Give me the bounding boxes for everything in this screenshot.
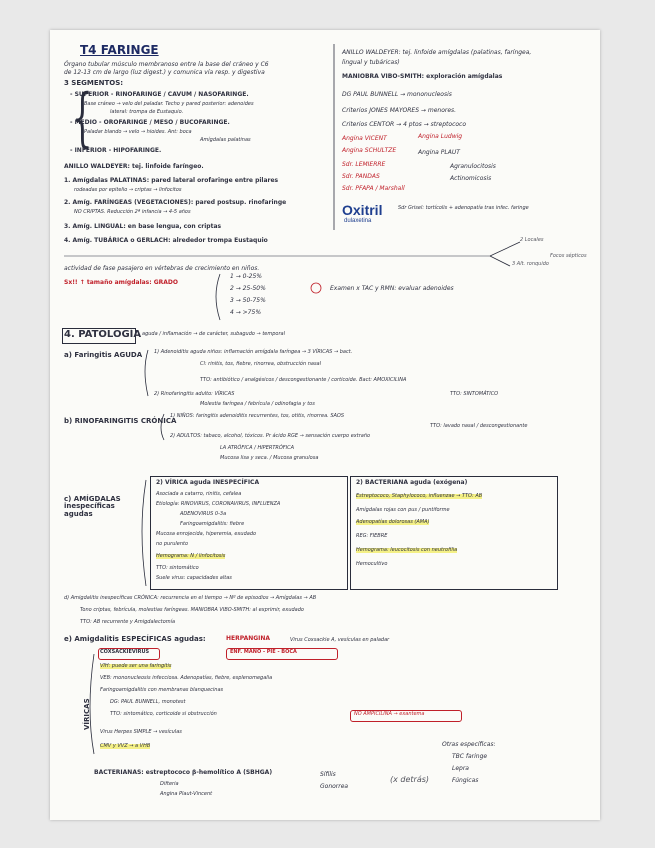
note-line: 4. Amíg. TUBÁRICA o GERLACH: alrededor trompa Eustaquio xyxy=(64,237,268,244)
note-line: (x detrás) xyxy=(390,775,430,784)
note-line: Angina Plaut-Vincent xyxy=(160,791,213,797)
note-line: 1. Amígdalas PALATINAS: pared lateral orofaringe entre pilares xyxy=(64,177,279,184)
note-line: lateral: trompa de Eustaquio. xyxy=(110,109,184,115)
note-line: 3. Amíg. LINGUAL: en base lengua, con criptas xyxy=(64,223,222,230)
note-line: ANILLO WALDEYER: tej. linfoide faríngeo. xyxy=(64,163,204,170)
brace-icon: { xyxy=(72,81,93,155)
note-line: Virus Herpes SIMPLE → vesículas xyxy=(100,729,182,735)
grade-item: 1 → 0-25% xyxy=(230,273,262,280)
note-line: BACTERIANAS: estreptococo β-hemolítico A (SBHGA) xyxy=(94,769,273,776)
note-line: Angina Ludwig xyxy=(418,133,463,140)
note-line: rodeadas por epitelio → criptas → linfocitos xyxy=(74,187,182,193)
note-line: Faringoamigdalitis: fiebre xyxy=(180,521,245,527)
note-line: Angina SCHULTZE xyxy=(342,147,397,154)
box-title: 2) BACTERIANA aguda (exógena) xyxy=(356,479,468,486)
note-line: Hemograma: N / linfocitosis xyxy=(156,553,226,559)
subsection-title: a) Faringitis AGUDA xyxy=(64,351,143,359)
note-line: Amígdalas rojas con pus / puntiforme xyxy=(356,507,450,513)
note-line: Hemocultivo xyxy=(356,561,388,567)
note-line: Sdr. LEMIERRE xyxy=(342,161,386,168)
note-line: - SUPERIOR - RINOFARINGE / CAVUM / NASOFARINGE. xyxy=(70,91,249,98)
note-line: aguda / inflamación → de carácter, subagudo → temporal xyxy=(142,331,285,337)
note-line: Estreptococo, Staphylococo, influenzae → TTO: AB xyxy=(356,493,483,499)
note-line: Tono criptas, febrícula, molestias faríngeas. MANIOBRA VIBO-SMITH: al exprimir, exudado xyxy=(80,607,304,613)
note-line: Otras específicas: xyxy=(442,741,496,748)
note-line: Gonorrea xyxy=(320,783,349,790)
note-line: CMV y VVZ → a VHB xyxy=(100,743,151,749)
note-line: DG PAUL BUNNELL → mononucleosis xyxy=(342,91,452,98)
note-line: DG: PAUL BUNNELL, monotest xyxy=(110,699,186,705)
note-line: Actinomicosis xyxy=(450,175,492,182)
note-line: TBC faringe xyxy=(452,753,488,760)
note-line: Virus Coxsackie A, vesículas en paladar xyxy=(290,637,390,643)
subsection-title: c) AMÍGDALAS inespecíficas agudas xyxy=(64,495,121,518)
note-line: TTO: AB recurrente y Amigdalectomía xyxy=(80,619,176,625)
note-line: ADENOVIRUS 0-3a xyxy=(180,511,227,517)
note-line: 2 Locales xyxy=(520,237,544,243)
box-title: 2) VÍRICA aguda INESPECÍFICA xyxy=(156,479,260,486)
note-line: 3 SEGMENTOS: xyxy=(64,79,124,87)
note-line: TTO: sintomático xyxy=(156,565,199,571)
note-line: Molestia faríngea / febrícula / odinofagia y tos xyxy=(200,401,315,407)
note-line: Paladar blando → velo → hioides. Ant: boca xyxy=(84,129,192,135)
note-line: - MEDIO - OROFARINGE / MESO / BUCOFARINGE. xyxy=(70,119,230,126)
note-line: lingual y tubáricas) xyxy=(342,59,400,66)
note-line: NO CRIPTAS. Reducción 2ª infancia → 4-5 años xyxy=(74,209,191,215)
note-line: Agranulocitosis xyxy=(450,163,496,170)
viricas-label: VÍRICAS xyxy=(83,698,91,730)
note-line: d) Amigdalitis inespecíficas CRÓNICA: recurrencia en el tiempo → Nº de episodios → Amígdalas → AB xyxy=(64,595,317,601)
note-line: Órgano tubular músculo membranoso entre la base del cráneo y C6 xyxy=(64,61,269,68)
note-line: Angina PLAUT xyxy=(418,149,460,156)
page-title: T4 FARINGE xyxy=(80,43,159,57)
note-line: LA ATRÓFICA / HIPERTRÓFICA xyxy=(220,445,295,451)
note-line: Sx!! ↑ tamaño amígdalas: GRADO xyxy=(64,279,178,286)
note-line: 1) Adenoiditis aguda niños: inflamación amígdala faríngea → 3 VÍRICAS → bact. xyxy=(154,349,353,355)
annotation-lines xyxy=(50,30,600,820)
note-line: TTO: sintomático, corticoide si obstrucción xyxy=(110,711,217,717)
note-line: 2. Amíg. FARÍNGEAS (VEGETACIONES): pared postsup. rinofaringe xyxy=(64,199,287,206)
note-line: MANIOBRA VIBO-SMITH: exploración amígdalas xyxy=(342,73,503,80)
note-line: Examen x TAC y RMN: evaluar adenoides xyxy=(330,285,454,292)
note-line: Fúngicas xyxy=(452,777,479,784)
note-line: Focos sépticos xyxy=(550,253,587,259)
note-line: HERPANGINA xyxy=(226,635,271,642)
note-line: Faringoamigdalitis con membranas blanquecinas xyxy=(100,687,224,693)
note-line: Criterios JONES MAYORES → menores. xyxy=(342,107,457,114)
note-line: Sdr. PANDAS xyxy=(342,173,380,180)
grade-item: 4 → >75% xyxy=(230,309,262,316)
note-line: REG: FIEBRE xyxy=(356,533,388,539)
note-line: 2) ADULTOS: tabaco, alcohol, tóxicos. Pr ácido RGE → sensación cuerpo extraño xyxy=(170,433,371,439)
subsection-title: e) Amigdalitis ESPECÍFICAS agudas: xyxy=(64,635,206,643)
note-line: de 12-13 cm de largo (luz digest.) y comunica vía resp. y digestiva xyxy=(64,69,265,76)
note-line: Sífilis xyxy=(320,771,336,778)
note-line: TTO: SINTOMÁTICO xyxy=(450,391,499,397)
note-line: no purulento xyxy=(156,541,189,547)
note-line: Suele virus: capacidades altas xyxy=(156,575,232,581)
note-line: COXSACKIEVIRUS xyxy=(100,649,150,655)
oxitril-logo-sub: dulaxetina xyxy=(344,218,372,224)
note-line: Difteria xyxy=(160,781,179,787)
note-line: Base cráneo → velo del paladar. Techo y pared posterior: adenoides xyxy=(84,101,254,107)
note-line: Cl: rinitis, tos, fiebre, rinorrea, obstrucción nasal xyxy=(200,361,322,367)
note-line: 3 Alt. ronquido xyxy=(512,261,549,267)
note-line: Sdr Grisel: tortícolis + adenopatía tras infec. faringe xyxy=(398,205,529,211)
note-line: ENF. MANO - PIE - BOCA xyxy=(230,649,297,655)
note-line: Criterios CENTOR → 4 ptos → streptococo xyxy=(342,121,467,128)
note-line: 1) NIÑOS: faringitis adenoiditis recurrentes, tos, otitis, rinorrea. SAOS xyxy=(170,413,345,419)
note-line: Adenopatías dolorosas (AMA) xyxy=(356,519,430,525)
note-line: Amígdalas palatinas xyxy=(200,137,251,143)
note-line: Mucosa enrojecida, hiperemia, exudado xyxy=(156,531,257,537)
subsection-title: b) RINOFARINGITIS CRÓNICA xyxy=(64,417,177,425)
note-line: VIH: puede ser una faringitis xyxy=(100,663,172,669)
note-line: Etiología: RINOVIRUS, CORONAVIRUS, INFLUENZA xyxy=(156,501,281,507)
note-line: TTO: lavado nasal / descongestionante xyxy=(430,423,528,429)
note-line: TTO: antibiótico / analgésicos / descongestionante / corticoide. Bact: AMOXICILINA xyxy=(200,377,407,383)
note-line: actividad de fase pasajero en vértebras de crecimiento en niños. xyxy=(64,265,260,272)
note-line: Sdr. PFAPA / Marshall xyxy=(342,185,405,192)
notebook-page xyxy=(50,30,600,820)
note-line: VEB: mononucleosis infecciosa. Adenopatías, fiebre, esplenomegalia xyxy=(100,675,273,681)
note-line: ANILLO WALDEYER: tej. linfoide amígdalas (palatinas, faríngea, xyxy=(342,49,532,56)
section-heading: 4. PATOLOGÍA xyxy=(64,329,142,340)
note-line: Angina VICENT xyxy=(342,135,387,142)
note-line: 2) Rinofaringitis adulto: VÍRICAS xyxy=(154,391,235,397)
note-line: Lepra xyxy=(452,765,469,772)
note-line: Mucosa lisa y seca. / Mucosa granulosa xyxy=(220,455,319,461)
note-line: Hemograma: leucocitosis con neutrofilia xyxy=(356,547,458,553)
grade-item: 2 → 25-50% xyxy=(230,285,266,292)
note-line: NO AMPICILINA → exantema xyxy=(354,711,425,717)
grade-item: 3 → 50-75% xyxy=(230,297,266,304)
note-line: - INFERIOR - HIPOFARINGE. xyxy=(70,147,162,154)
oxitril-logo: Oxitril xyxy=(342,202,383,218)
note-line: Asociada a catarro, rinitis, cefalea xyxy=(156,491,242,497)
